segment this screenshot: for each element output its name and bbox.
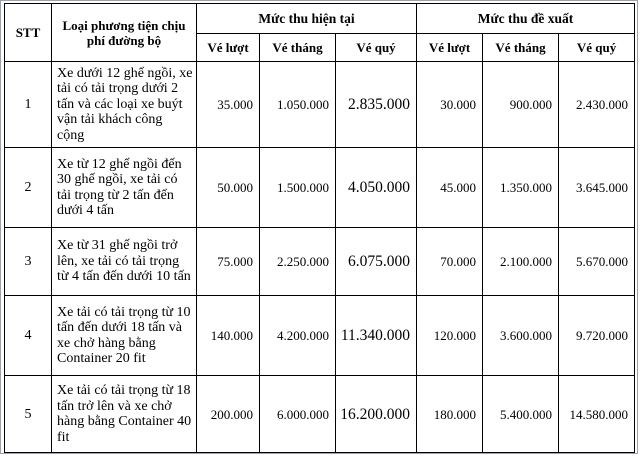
proposed-quarterly-fee: 3.645.000	[559, 148, 635, 228]
proposed-quarterly-fee: 5.670.000	[559, 228, 635, 296]
proposed-quarterly-fee: 14.580.000	[559, 376, 635, 453]
header-current-rate: Mức thu hiện tại	[197, 4, 417, 34]
current-quarterly-fee: 2.835.000	[336, 62, 417, 148]
row-vehicle-desc: Xe từ 12 ghế ngồi đến 30 ghế ngồi, xe tải có tải trọng từ 2 tấn đến dưới 4 tấn	[52, 148, 197, 228]
current-monthly-fee: 1.050.000	[260, 62, 336, 148]
current-quarterly-fee: 4.050.000	[336, 148, 417, 228]
header-proposed-monthly: Vé tháng	[483, 34, 559, 62]
row-vehicle-desc: Xe tải có tải trọng từ 18 tấn trở lên và xe chở hàng bằng Container 40 fit	[52, 376, 197, 453]
current-quarterly-fee: 11.340.000	[336, 296, 417, 376]
proposed-monthly-fee: 900.000	[483, 62, 559, 148]
current-monthly-fee: 2.250.000	[260, 228, 336, 296]
row-stt: 2	[5, 148, 52, 228]
row-vehicle-desc: Xe tải có tải trọng từ 10 tấn đến dưới 18 tấn và xe chở hàng bằng Container 20 fit	[52, 296, 197, 376]
current-single-fee: 75.000	[197, 228, 260, 296]
current-monthly-fee: 1.500.000	[260, 148, 336, 228]
proposed-single-fee: 120.000	[417, 296, 483, 376]
proposed-monthly-fee: 5.400.000	[483, 376, 559, 453]
current-monthly-fee: 4.200.000	[260, 296, 336, 376]
current-quarterly-fee: 6.075.000	[336, 228, 417, 296]
row-stt: 5	[5, 376, 52, 453]
proposed-single-fee: 70.000	[417, 228, 483, 296]
current-monthly-fee: 6.000.000	[260, 376, 336, 453]
proposed-single-fee: 180.000	[417, 376, 483, 453]
proposed-single-fee: 45.000	[417, 148, 483, 228]
table-row	[5, 228, 635, 296]
proposed-monthly-fee: 2.100.000	[483, 228, 559, 296]
header-vehicle-type: Loại phương tiện chịu phí đường bộ	[52, 4, 197, 62]
current-single-fee: 200.000	[197, 376, 260, 453]
table-row	[5, 376, 635, 453]
header-proposed-quarterly: Vé quý	[559, 34, 635, 62]
current-single-fee: 140.000	[197, 296, 260, 376]
header-proposed-single: Vé lượt	[417, 34, 483, 62]
current-quarterly-fee: 16.200.000	[336, 376, 417, 453]
proposed-quarterly-fee: 9.720.000	[559, 296, 635, 376]
header-stt: STT	[5, 4, 52, 62]
proposed-single-fee: 30.000	[417, 62, 483, 148]
header-current-single: Vé lượt	[197, 34, 260, 62]
row-stt: 3	[5, 228, 52, 296]
row-stt: 4	[5, 296, 52, 376]
header-proposed-rate: Mức thu đề xuất	[417, 4, 635, 34]
header-current-monthly: Vé tháng	[260, 34, 336, 62]
header-current-quarterly: Vé quý	[336, 34, 417, 62]
current-single-fee: 35.000	[197, 62, 260, 148]
proposed-quarterly-fee: 2.430.000	[559, 62, 635, 148]
proposed-monthly-fee: 3.600.000	[483, 296, 559, 376]
header-row-1	[5, 4, 635, 34]
table-row	[5, 62, 635, 148]
table-row	[5, 148, 635, 228]
toll-fee-table	[4, 3, 635, 453]
current-single-fee: 50.000	[197, 148, 260, 228]
row-vehicle-desc: Xe dưới 12 ghế ngồi, xe tải có tải trọng dưới 2 tấn và các loại xe buýt vận tải khách công cộng	[52, 62, 197, 148]
table-row	[5, 296, 635, 376]
proposed-monthly-fee: 1.350.000	[483, 148, 559, 228]
row-stt: 1	[5, 62, 52, 148]
row-vehicle-desc: Xe từ 31 ghế ngồi trở lên, xe tải có tải trọng từ 4 tấn đến dưới 10 tấn	[52, 228, 197, 296]
